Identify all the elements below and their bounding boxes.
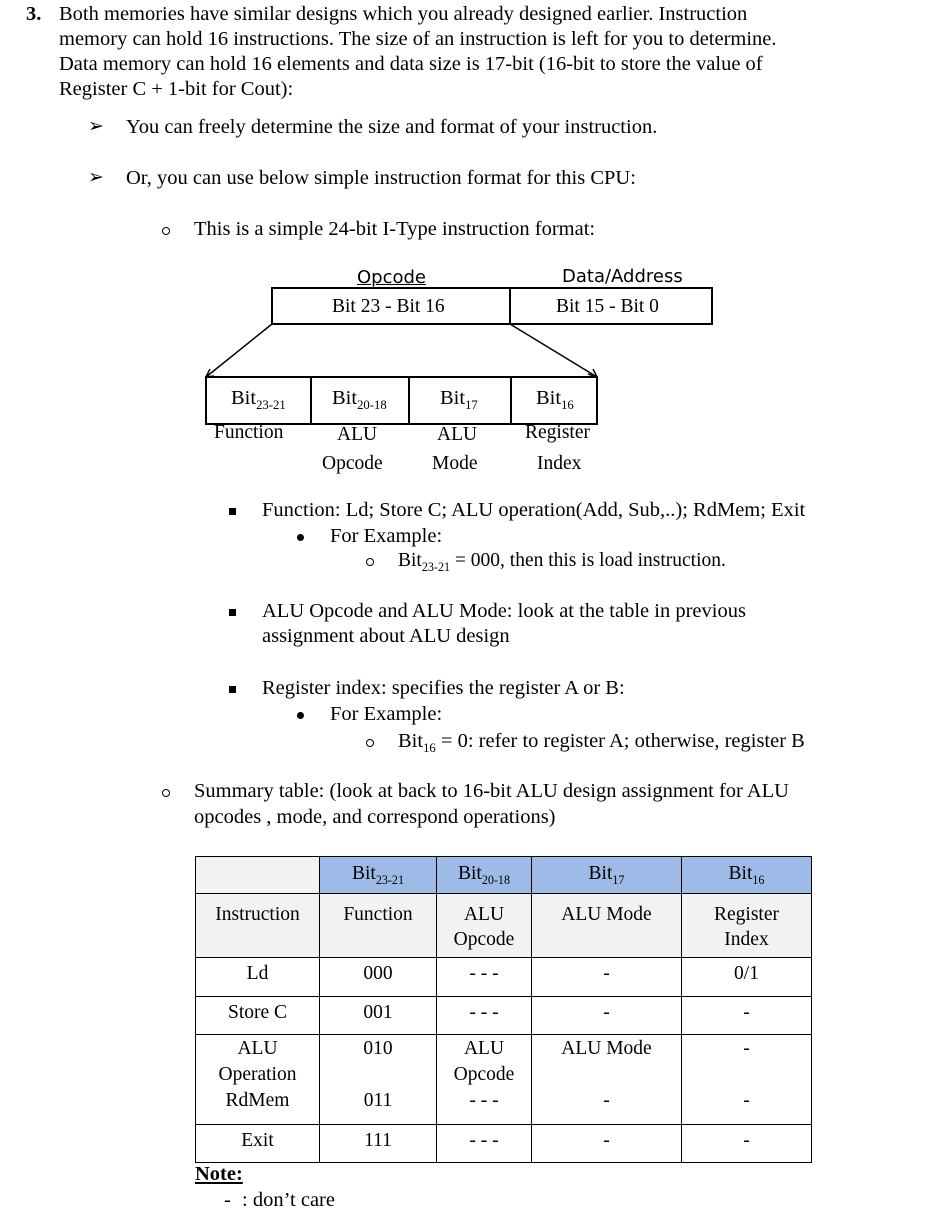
table-cell: - <box>532 997 682 1035</box>
table-header-function: Function <box>320 894 437 958</box>
field-function-bits: Bit$_{23-21}$ <box>231 387 286 413</box>
note-dash: - <box>224 1189 231 1211</box>
circle-bullet-icon <box>366 739 374 747</box>
format-intro: This is a simple 24-bit I-Type instruction format: <box>194 218 596 240</box>
opcode-title: Opcode <box>357 267 427 288</box>
field-register-label-2: Index <box>537 453 582 474</box>
note-text: : don’t care <box>242 1189 335 1211</box>
intro-line-4: Register C + 1-bit for Cout): <box>59 78 294 100</box>
for-example-1: For Example: <box>330 525 443 547</box>
item-number: 3. <box>26 3 42 25</box>
square-bullet-icon <box>229 686 236 693</box>
field-alu-mode-label-2: Mode <box>432 453 478 474</box>
table-cell: - - - <box>437 997 532 1035</box>
dot-bullet-icon <box>297 534 304 541</box>
table-cell: - <box>532 1125 682 1163</box>
note-title: Note: <box>195 1163 243 1185</box>
summary-table <box>195 856 812 1163</box>
field-alu-mode-label-1: ALU <box>437 424 478 445</box>
field-alu-opcode-bits: Bit$_{20-18}$ <box>332 387 387 413</box>
register-bullet: Register index: specifies the register A or B: <box>262 677 625 699</box>
table-cell: 0/1 <box>682 958 812 997</box>
example-2: Bit$_{16}$ = 0: refer to register A; otherwise, register B <box>398 730 805 756</box>
field-register-bits: Bit$_{16}$ <box>536 387 574 413</box>
table-cell: Ld <box>196 958 320 997</box>
field-alu-mode-bits: Bit$_{17}$ <box>440 387 478 413</box>
alu-bullet-line-2: assignment about ALU design <box>262 625 510 647</box>
table-cell: 010 011 <box>320 1035 437 1125</box>
field-function-label: Function <box>214 422 284 443</box>
intro-line-3: Data memory can hold 16 elements and data size is 17-bit (16-bit to store the value of <box>59 53 763 75</box>
data-address-title: Data/Address <box>562 266 683 287</box>
table-header-alu-mode: ALU Mode <box>532 894 682 958</box>
table-header-register-index: Register Index <box>682 894 812 958</box>
arrow-bullet-icon: ➢ <box>88 167 104 188</box>
table-row <box>196 1035 812 1125</box>
example-1: Bit$_{23-21}$ = 000, then this is load instruction. <box>398 550 726 574</box>
table-cell: - - - <box>437 1125 532 1163</box>
summary-intro-line-2: opcodes , mode, and correspond operations) <box>194 806 556 828</box>
table-row <box>196 958 812 997</box>
table-row <box>196 1125 812 1163</box>
table-cell: - - <box>682 1035 812 1125</box>
table-header-alu-opcode: ALU Opcode <box>437 894 532 958</box>
table-cell: Exit <box>196 1125 320 1163</box>
circle-bullet-icon <box>162 789 170 797</box>
table-header-bits-function: Bit$_{23-21}$ <box>320 857 437 894</box>
option-1: You can freely determine the size and format of your instruction. <box>126 116 658 138</box>
arrow-bullet-icon: ➢ <box>88 116 104 137</box>
dot-bullet-icon <box>297 712 304 719</box>
field-alu-opcode-label-1: ALU <box>337 424 378 445</box>
table-cell: - <box>682 1125 812 1163</box>
field-alu-opcode-label-2: Opcode <box>322 453 383 474</box>
square-bullet-icon <box>229 508 236 515</box>
table-cell: - <box>682 997 812 1035</box>
table-header-blank <box>196 857 320 894</box>
table-cell: Store C <box>196 997 320 1035</box>
table-cell: - <box>532 958 682 997</box>
circle-bullet-icon <box>366 558 374 566</box>
table-cell: ALU Opcode - - - <box>437 1035 532 1125</box>
table-header-bits-alu-opcode: Bit$_{20-18}$ <box>437 857 532 894</box>
intro-line-1: Both memories have similar designs which you already designed earlier. Instruction <box>59 3 748 25</box>
table-header-names-row <box>196 894 812 958</box>
table-row <box>196 997 812 1035</box>
table-cell: 001 <box>320 997 437 1035</box>
function-bullet: Function: Ld; Store C; ALU operation(Add, Sub,..); RdMem; Exit <box>262 499 806 521</box>
field-register-label-1: Register <box>525 422 590 443</box>
table-cell: - - - <box>437 958 532 997</box>
table-header-bits-register: Bit$_{16}$ <box>682 857 812 894</box>
data-bits: Bit 15 - Bit 0 <box>556 296 659 317</box>
opcode-bits: Bit 23 - Bit 16 <box>332 296 445 317</box>
table-header-bits-row <box>196 857 812 894</box>
square-bullet-icon <box>229 609 236 616</box>
table-cell: 111 <box>320 1125 437 1163</box>
table-header-instruction: Instruction <box>196 894 320 958</box>
option-2: Or, you can use below simple instruction format for this CPU: <box>126 167 636 189</box>
table-cell: ALU Operation RdMem <box>196 1035 320 1125</box>
intro-line-2: memory can hold 16 instructions. The size of an instruction is left for you to determine. <box>59 28 777 50</box>
table-header-bits-alu-mode: Bit$_{17}$ <box>532 857 682 894</box>
table-cell: 000 <box>320 958 437 997</box>
summary-intro-line-1: Summary table: (look at back to 16-bit ALU design assignment for ALU <box>194 780 789 802</box>
for-example-2: For Example: <box>330 703 443 725</box>
table-cell: ALU Mode - <box>532 1035 682 1125</box>
alu-bullet-line-1: ALU Opcode and ALU Mode: look at the table in previous <box>262 600 746 622</box>
